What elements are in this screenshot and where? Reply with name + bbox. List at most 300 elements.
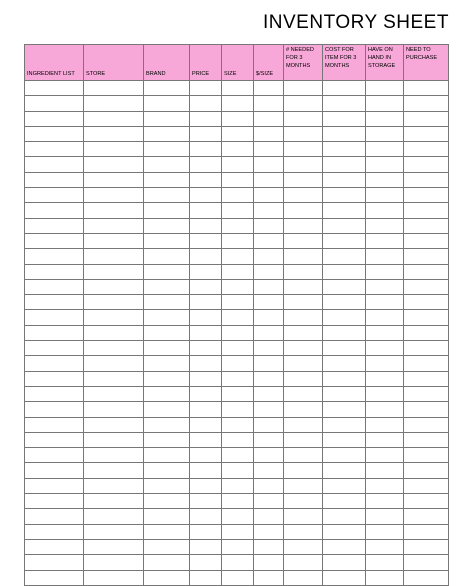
table-cell[interactable]	[190, 509, 222, 524]
table-cell[interactable]	[190, 463, 222, 478]
table-cell[interactable]	[404, 96, 449, 111]
table-cell[interactable]	[284, 218, 323, 233]
table-cell[interactable]	[284, 341, 323, 356]
table-cell[interactable]	[284, 555, 323, 570]
table-cell[interactable]	[25, 218, 84, 233]
table-cell[interactable]	[222, 172, 254, 187]
table-cell[interactable]	[366, 509, 404, 524]
table-cell[interactable]	[254, 203, 284, 218]
table-cell[interactable]	[84, 203, 144, 218]
table-cell[interactable]	[323, 570, 366, 585]
table-cell[interactable]	[366, 371, 404, 386]
table-cell[interactable]	[404, 126, 449, 141]
table-cell[interactable]	[284, 478, 323, 493]
table-cell[interactable]	[25, 172, 84, 187]
table-cell[interactable]	[254, 233, 284, 248]
table-cell[interactable]	[222, 188, 254, 203]
table-cell[interactable]	[284, 188, 323, 203]
table-cell[interactable]	[284, 295, 323, 310]
table-cell[interactable]	[366, 81, 404, 96]
table-cell[interactable]	[366, 539, 404, 554]
table-cell[interactable]	[366, 341, 404, 356]
table-cell[interactable]	[190, 448, 222, 463]
table-cell[interactable]	[323, 524, 366, 539]
table-cell[interactable]	[254, 96, 284, 111]
table-cell[interactable]	[404, 264, 449, 279]
table-cell[interactable]	[25, 463, 84, 478]
table-cell[interactable]	[254, 126, 284, 141]
table-cell[interactable]	[254, 432, 284, 447]
table-cell[interactable]	[323, 325, 366, 340]
table-cell[interactable]	[366, 386, 404, 401]
table-cell[interactable]	[25, 188, 84, 203]
table-cell[interactable]	[254, 555, 284, 570]
table-cell[interactable]	[144, 157, 190, 172]
table-cell[interactable]	[222, 417, 254, 432]
table-cell[interactable]	[323, 295, 366, 310]
table-cell[interactable]	[366, 172, 404, 187]
table-cell[interactable]	[366, 142, 404, 157]
table-cell[interactable]	[366, 448, 404, 463]
table-cell[interactable]	[84, 279, 144, 294]
table-cell[interactable]	[84, 432, 144, 447]
table-cell[interactable]	[144, 478, 190, 493]
table-cell[interactable]	[84, 524, 144, 539]
table-cell[interactable]	[84, 233, 144, 248]
table-cell[interactable]	[404, 448, 449, 463]
table-cell[interactable]	[144, 341, 190, 356]
table-cell[interactable]	[144, 356, 190, 371]
table-cell[interactable]	[404, 203, 449, 218]
table-cell[interactable]	[25, 448, 84, 463]
table-cell[interactable]	[323, 494, 366, 509]
table-cell[interactable]	[190, 81, 222, 96]
table-cell[interactable]	[254, 172, 284, 187]
table-cell[interactable]	[284, 142, 323, 157]
table-cell[interactable]	[284, 325, 323, 340]
table-cell[interactable]	[25, 432, 84, 447]
table-cell[interactable]	[25, 111, 84, 126]
table-cell[interactable]	[144, 432, 190, 447]
table-cell[interactable]	[254, 417, 284, 432]
table-cell[interactable]	[84, 264, 144, 279]
table-cell[interactable]	[284, 570, 323, 585]
table-cell[interactable]	[25, 539, 84, 554]
table-cell[interactable]	[144, 402, 190, 417]
table-cell[interactable]	[84, 494, 144, 509]
table-cell[interactable]	[25, 279, 84, 294]
table-cell[interactable]	[284, 172, 323, 187]
table-cell[interactable]	[323, 555, 366, 570]
table-cell[interactable]	[190, 417, 222, 432]
table-cell[interactable]	[323, 417, 366, 432]
table-cell[interactable]	[144, 264, 190, 279]
table-cell[interactable]	[254, 142, 284, 157]
table-cell[interactable]	[366, 494, 404, 509]
table-cell[interactable]	[404, 417, 449, 432]
table-cell[interactable]	[144, 310, 190, 325]
table-cell[interactable]	[25, 356, 84, 371]
table-cell[interactable]	[25, 249, 84, 264]
table-cell[interactable]	[323, 126, 366, 141]
table-cell[interactable]	[190, 494, 222, 509]
table-cell[interactable]	[190, 233, 222, 248]
table-cell[interactable]	[323, 188, 366, 203]
table-cell[interactable]	[284, 463, 323, 478]
table-cell[interactable]	[323, 279, 366, 294]
table-cell[interactable]	[404, 279, 449, 294]
table-cell[interactable]	[84, 570, 144, 585]
table-cell[interactable]	[323, 264, 366, 279]
table-cell[interactable]	[323, 249, 366, 264]
table-cell[interactable]	[144, 111, 190, 126]
table-cell[interactable]	[25, 96, 84, 111]
table-cell[interactable]	[404, 188, 449, 203]
table-cell[interactable]	[25, 142, 84, 157]
table-cell[interactable]	[222, 448, 254, 463]
table-cell[interactable]	[254, 325, 284, 340]
table-cell[interactable]	[404, 81, 449, 96]
table-cell[interactable]	[144, 96, 190, 111]
table-cell[interactable]	[222, 295, 254, 310]
table-cell[interactable]	[144, 126, 190, 141]
table-cell[interactable]	[25, 341, 84, 356]
table-cell[interactable]	[284, 111, 323, 126]
table-cell[interactable]	[284, 203, 323, 218]
table-cell[interactable]	[190, 341, 222, 356]
table-cell[interactable]	[404, 555, 449, 570]
table-cell[interactable]	[222, 386, 254, 401]
table-cell[interactable]	[25, 402, 84, 417]
table-cell[interactable]	[144, 188, 190, 203]
table-cell[interactable]	[144, 172, 190, 187]
table-cell[interactable]	[404, 249, 449, 264]
table-cell[interactable]	[25, 478, 84, 493]
table-cell[interactable]	[284, 356, 323, 371]
table-cell[interactable]	[284, 432, 323, 447]
table-cell[interactable]	[144, 203, 190, 218]
table-cell[interactable]	[323, 81, 366, 96]
table-cell[interactable]	[144, 417, 190, 432]
table-cell[interactable]	[84, 371, 144, 386]
table-cell[interactable]	[284, 386, 323, 401]
table-cell[interactable]	[222, 218, 254, 233]
table-cell[interactable]	[25, 264, 84, 279]
table-cell[interactable]	[284, 279, 323, 294]
table-cell[interactable]	[404, 509, 449, 524]
table-cell[interactable]	[404, 402, 449, 417]
table-cell[interactable]	[323, 111, 366, 126]
table-cell[interactable]	[366, 417, 404, 432]
table-cell[interactable]	[254, 478, 284, 493]
table-cell[interactable]	[222, 81, 254, 96]
table-cell[interactable]	[190, 96, 222, 111]
table-cell[interactable]	[190, 325, 222, 340]
table-cell[interactable]	[222, 341, 254, 356]
table-cell[interactable]	[84, 126, 144, 141]
table-cell[interactable]	[84, 96, 144, 111]
table-cell[interactable]	[84, 172, 144, 187]
table-cell[interactable]	[222, 157, 254, 172]
table-cell[interactable]	[190, 142, 222, 157]
table-cell[interactable]	[25, 157, 84, 172]
table-cell[interactable]	[222, 203, 254, 218]
table-cell[interactable]	[284, 509, 323, 524]
table-cell[interactable]	[190, 126, 222, 141]
table-cell[interactable]	[25, 310, 84, 325]
table-cell[interactable]	[222, 402, 254, 417]
table-cell[interactable]	[284, 126, 323, 141]
table-cell[interactable]	[25, 417, 84, 432]
table-cell[interactable]	[284, 371, 323, 386]
table-cell[interactable]	[366, 356, 404, 371]
table-cell[interactable]	[144, 570, 190, 585]
table-cell[interactable]	[84, 81, 144, 96]
table-cell[interactable]	[323, 172, 366, 187]
table-cell[interactable]	[284, 494, 323, 509]
table-cell[interactable]	[404, 570, 449, 585]
table-cell[interactable]	[222, 570, 254, 585]
table-cell[interactable]	[323, 157, 366, 172]
table-cell[interactable]	[254, 463, 284, 478]
table-cell[interactable]	[323, 341, 366, 356]
table-cell[interactable]	[144, 371, 190, 386]
table-cell[interactable]	[404, 172, 449, 187]
table-cell[interactable]	[84, 218, 144, 233]
table-cell[interactable]	[84, 478, 144, 493]
table-cell[interactable]	[222, 478, 254, 493]
table-cell[interactable]	[366, 157, 404, 172]
table-cell[interactable]	[84, 386, 144, 401]
table-cell[interactable]	[25, 570, 84, 585]
table-cell[interactable]	[222, 111, 254, 126]
table-cell[interactable]	[25, 524, 84, 539]
table-cell[interactable]	[366, 249, 404, 264]
table-cell[interactable]	[25, 295, 84, 310]
table-cell[interactable]	[222, 371, 254, 386]
table-cell[interactable]	[323, 386, 366, 401]
table-cell[interactable]	[254, 279, 284, 294]
table-cell[interactable]	[284, 402, 323, 417]
table-cell[interactable]	[84, 341, 144, 356]
table-cell[interactable]	[404, 478, 449, 493]
table-cell[interactable]	[144, 448, 190, 463]
table-cell[interactable]	[366, 218, 404, 233]
table-cell[interactable]	[222, 96, 254, 111]
table-cell[interactable]	[190, 157, 222, 172]
table-cell[interactable]	[84, 295, 144, 310]
table-cell[interactable]	[254, 448, 284, 463]
table-cell[interactable]	[144, 81, 190, 96]
table-cell[interactable]	[84, 249, 144, 264]
table-cell[interactable]	[404, 341, 449, 356]
table-cell[interactable]	[323, 233, 366, 248]
table-cell[interactable]	[254, 539, 284, 554]
table-cell[interactable]	[366, 570, 404, 585]
table-cell[interactable]	[404, 539, 449, 554]
table-cell[interactable]	[190, 539, 222, 554]
table-cell[interactable]	[254, 111, 284, 126]
table-cell[interactable]	[254, 218, 284, 233]
table-cell[interactable]	[323, 448, 366, 463]
table-cell[interactable]	[190, 264, 222, 279]
table-cell[interactable]	[222, 233, 254, 248]
table-cell[interactable]	[323, 203, 366, 218]
table-cell[interactable]	[366, 279, 404, 294]
table-cell[interactable]	[366, 402, 404, 417]
table-cell[interactable]	[254, 157, 284, 172]
table-cell[interactable]	[144, 249, 190, 264]
table-cell[interactable]	[190, 279, 222, 294]
table-cell[interactable]	[366, 555, 404, 570]
table-cell[interactable]	[254, 494, 284, 509]
table-cell[interactable]	[25, 203, 84, 218]
table-cell[interactable]	[323, 478, 366, 493]
table-cell[interactable]	[84, 157, 144, 172]
table-cell[interactable]	[144, 555, 190, 570]
table-cell[interactable]	[284, 249, 323, 264]
table-cell[interactable]	[222, 524, 254, 539]
table-cell[interactable]	[190, 432, 222, 447]
table-cell[interactable]	[254, 341, 284, 356]
table-cell[interactable]	[366, 126, 404, 141]
table-cell[interactable]	[366, 524, 404, 539]
table-cell[interactable]	[404, 463, 449, 478]
table-cell[interactable]	[254, 264, 284, 279]
table-cell[interactable]	[144, 279, 190, 294]
table-cell[interactable]	[190, 111, 222, 126]
table-cell[interactable]	[323, 371, 366, 386]
table-cell[interactable]	[254, 81, 284, 96]
table-cell[interactable]	[323, 356, 366, 371]
table-cell[interactable]	[84, 111, 144, 126]
table-cell[interactable]	[222, 463, 254, 478]
table-cell[interactable]	[222, 539, 254, 554]
table-cell[interactable]	[323, 142, 366, 157]
table-cell[interactable]	[84, 142, 144, 157]
table-cell[interactable]	[25, 555, 84, 570]
table-cell[interactable]	[254, 356, 284, 371]
table-cell[interactable]	[190, 295, 222, 310]
table-cell[interactable]	[404, 111, 449, 126]
table-cell[interactable]	[366, 233, 404, 248]
table-cell[interactable]	[190, 249, 222, 264]
table-cell[interactable]	[144, 539, 190, 554]
table-cell[interactable]	[254, 509, 284, 524]
table-cell[interactable]	[144, 524, 190, 539]
table-cell[interactable]	[323, 463, 366, 478]
table-cell[interactable]	[144, 142, 190, 157]
table-cell[interactable]	[404, 142, 449, 157]
table-cell[interactable]	[222, 432, 254, 447]
table-cell[interactable]	[144, 463, 190, 478]
table-cell[interactable]	[404, 371, 449, 386]
table-cell[interactable]	[190, 310, 222, 325]
table-cell[interactable]	[144, 218, 190, 233]
table-cell[interactable]	[323, 310, 366, 325]
table-cell[interactable]	[404, 386, 449, 401]
table-cell[interactable]	[190, 386, 222, 401]
table-cell[interactable]	[222, 126, 254, 141]
table-cell[interactable]	[404, 356, 449, 371]
table-cell[interactable]	[222, 494, 254, 509]
table-cell[interactable]	[84, 555, 144, 570]
table-cell[interactable]	[323, 432, 366, 447]
table-cell[interactable]	[190, 555, 222, 570]
table-cell[interactable]	[222, 279, 254, 294]
table-cell[interactable]	[404, 432, 449, 447]
table-cell[interactable]	[25, 126, 84, 141]
table-cell[interactable]	[25, 509, 84, 524]
table-cell[interactable]	[284, 264, 323, 279]
table-cell[interactable]	[190, 478, 222, 493]
table-cell[interactable]	[222, 310, 254, 325]
table-cell[interactable]	[222, 142, 254, 157]
table-cell[interactable]	[84, 402, 144, 417]
table-cell[interactable]	[366, 111, 404, 126]
table-cell[interactable]	[254, 386, 284, 401]
table-cell[interactable]	[254, 295, 284, 310]
table-cell[interactable]	[323, 96, 366, 111]
table-cell[interactable]	[144, 325, 190, 340]
table-cell[interactable]	[25, 81, 84, 96]
table-cell[interactable]	[25, 386, 84, 401]
table-cell[interactable]	[84, 356, 144, 371]
table-cell[interactable]	[284, 310, 323, 325]
table-cell[interactable]	[404, 310, 449, 325]
table-cell[interactable]	[284, 417, 323, 432]
table-cell[interactable]	[404, 494, 449, 509]
table-cell[interactable]	[190, 203, 222, 218]
table-cell[interactable]	[323, 509, 366, 524]
table-cell[interactable]	[284, 233, 323, 248]
table-cell[interactable]	[254, 570, 284, 585]
table-cell[interactable]	[84, 188, 144, 203]
table-cell[interactable]	[84, 463, 144, 478]
table-cell[interactable]	[284, 81, 323, 96]
table-cell[interactable]	[144, 295, 190, 310]
table-cell[interactable]	[366, 188, 404, 203]
table-cell[interactable]	[366, 325, 404, 340]
table-cell[interactable]	[404, 218, 449, 233]
table-cell[interactable]	[222, 249, 254, 264]
table-cell[interactable]	[254, 249, 284, 264]
table-cell[interactable]	[25, 371, 84, 386]
table-cell[interactable]	[366, 478, 404, 493]
table-cell[interactable]	[366, 264, 404, 279]
table-cell[interactable]	[84, 448, 144, 463]
table-cell[interactable]	[366, 463, 404, 478]
table-cell[interactable]	[144, 509, 190, 524]
table-cell[interactable]	[404, 295, 449, 310]
table-cell[interactable]	[190, 172, 222, 187]
table-cell[interactable]	[366, 203, 404, 218]
table-cell[interactable]	[404, 157, 449, 172]
table-cell[interactable]	[404, 325, 449, 340]
table-cell[interactable]	[190, 371, 222, 386]
table-cell[interactable]	[366, 96, 404, 111]
table-cell[interactable]	[366, 310, 404, 325]
table-cell[interactable]	[284, 157, 323, 172]
table-cell[interactable]	[284, 448, 323, 463]
table-cell[interactable]	[190, 356, 222, 371]
table-cell[interactable]	[84, 310, 144, 325]
table-cell[interactable]	[25, 325, 84, 340]
table-cell[interactable]	[144, 233, 190, 248]
table-cell[interactable]	[190, 402, 222, 417]
table-cell[interactable]	[254, 310, 284, 325]
table-cell[interactable]	[222, 264, 254, 279]
